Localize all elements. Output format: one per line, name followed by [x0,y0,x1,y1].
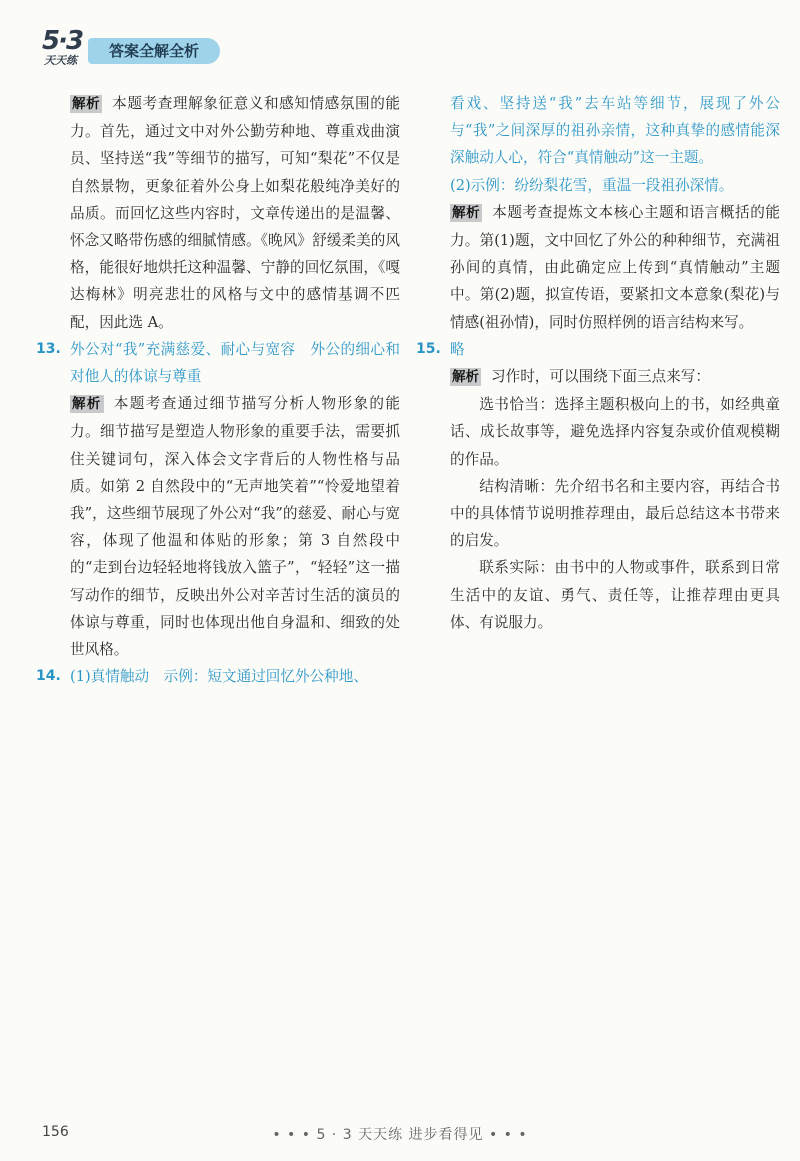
analysis-paragraph [450,199,780,336]
page-footer [0,1124,800,1148]
question-number: 13. [36,340,61,357]
brand-logo [40,28,88,68]
analysis-text: 本题考查提炼文本核心主题和语言概括的能力。第(1)题，文中回忆了外公的种种细节，充满祖孙间的真情，由此确定应上传到“真情触动”主题中。第(2)题，拟宣传语，要紧扣文本意象(梨花)与情感(祖孙情)，同时仿照样例的语言结构来写。 [450,203,780,331]
analysis-label: 解析 [72,396,102,413]
writing-point: 结构清晰：先介绍书名和主要内容，再结合书中的具体情节说明推荐理由，最后总结这本书带来的启发。 [450,477,780,550]
question-number: 14. [36,668,61,685]
answer-text: 略 [450,340,465,358]
page-number: 156 [42,1124,69,1140]
answer-text: (1)真情触动 示例：短文通过回忆外公种地、 [70,668,368,686]
writing-point: 联系实际：由书中的人物或事件，联系到日常生活中的友谊、勇气、责任等，让推荐理由更具体、有说服力。 [450,559,780,631]
analysis-label: 解析 [72,96,101,112]
analysis-label: 解析 [452,204,481,221]
footer-slogan: • • • 5 · 3 天天练 进步看得见 • • • [272,1127,528,1143]
left-column [36,90,400,690]
analysis-text: 本题考查理解象征意义和感知情感氛围的能力。首先，通过文中对外公勤劳种地、尊重戏曲演员、坚持送“我”等细节的描写，可知“梨花”不仅是自然景物，更象征着外公身上如梨花般纯净美好的品质。而回忆这些内容时，文章传递出的是温馨、怀念又略带伤感的细腻情感。《晚风》舒缓柔美的风格，能很好地烘托这种温馨、宁静的回忆氛围，《嘎达梅林》明亮悲壮的风格与文中的感情基调不匹配，因此选 A。 [70,95,400,331]
analysis-paragraph [450,363,780,391]
section-tag: 答案全解全析 [88,38,220,64]
analysis-paragraph [70,90,400,336]
question-14-answer [36,663,400,690]
answer-part-2: (2)示例：纷纷梨花雪，重温一段祖孙深情。 [450,176,734,194]
logo-subtitle: 天天练 [44,54,77,67]
analysis-text: 本题考查通过细节描写分析人物形象的能力。细节描写是塑造人物形象的重要手法，需要抓住关键词句，深入体会文字背后的人物性格与品质。如第 2 自然段中的“无声地笑着”“怜爱地望着我”，这些细节展现了外公对“我”的慈爱、耐心与宽容，体现了他温和体贴的形象；第 3 自然段中的“走到台边轻轻地将钱放入篮子”，“轻轻”这一描写动作的细节，反映出外公对辛苦讨生活的演员的体谅与尊重，同时也体现出他自身温和、细致的处世风格。 [70,395,400,659]
right-column [416,90,780,636]
analysis-label: 解析 [452,369,479,386]
analysis-paragraph [70,390,400,663]
answer-continuation: 看戏、坚持送“我”去车站等细节，展现了外公与“我”之间深厚的祖孙亲情，这种真挚的感情能深深触动人心，符合“真情触动”这一主题。 [450,95,780,167]
page-header [40,26,240,72]
answer-text: 外公对“我”充满慈爱、耐心与宽容 外公的细心和对他人的体谅与尊重 [70,340,400,386]
writing-point: 选书恰当：选择主题积极向上的书，如经典童话、成长故事等，避免选择内容复杂或价值观模糊的作品。 [450,396,780,468]
question-13-answer [36,336,400,390]
question-15-answer [416,336,780,363]
question-number: 15. [416,340,441,357]
logo-number: 5·3 [42,26,83,56]
analysis-text: 习作时，可以围绕下面三点来写： [491,368,710,386]
